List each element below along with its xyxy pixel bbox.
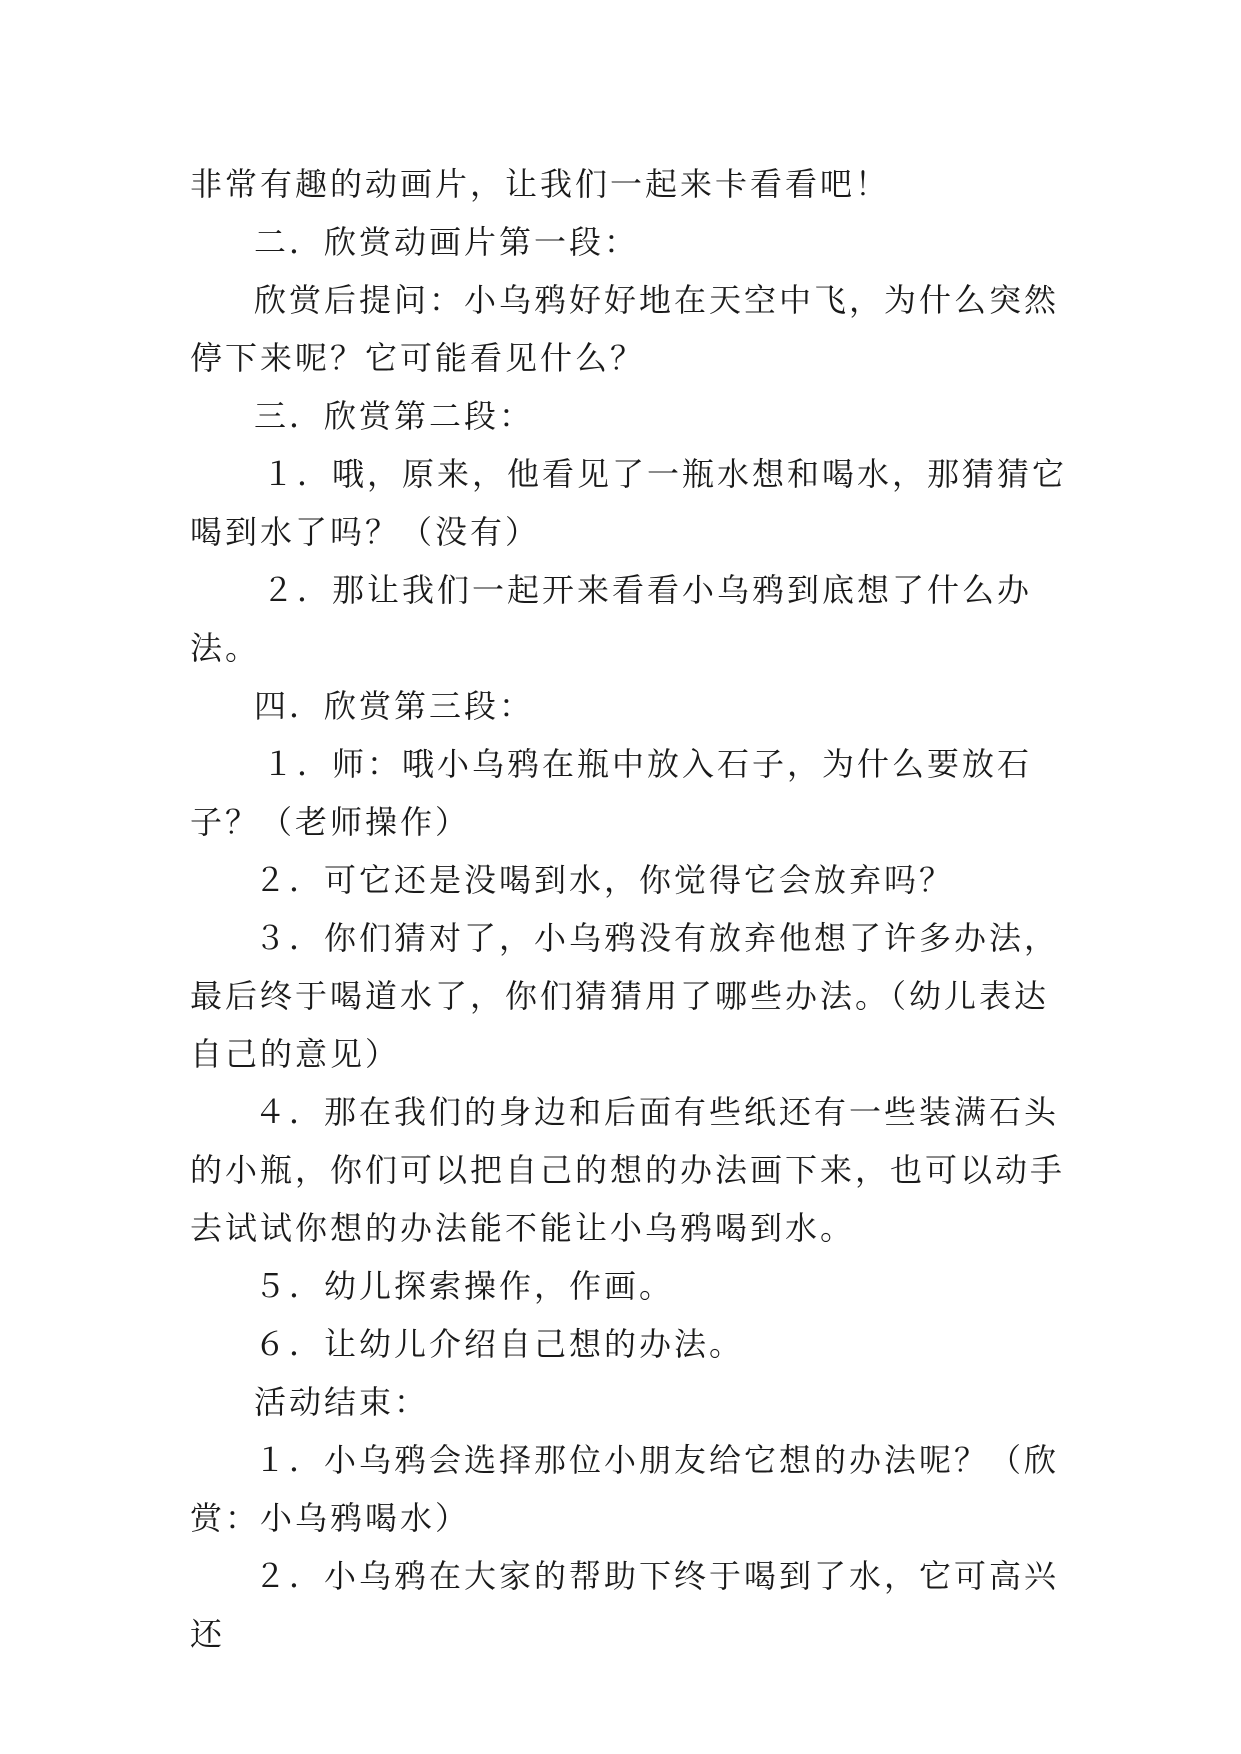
list-item: ３．你们猜对了，小乌鸦没有放弃他想了许多办法，最后终于喝道水了，你们猜猜用了哪些办法。（幼儿表达自己的意见）: [190, 919, 1060, 1073]
document-body: [190, 155, 1070, 1663]
section-heading-4: 四．欣赏第三段：: [254, 687, 535, 725]
section-heading-2: 二．欣赏动画片第一段：: [254, 223, 640, 261]
list-item: ２．那让我们一起开来看看小乌鸦到底想了什么办法。: [190, 571, 1033, 667]
paragraph-question: 欣赏后提问：小乌鸦好好地在天空中飞，为什么突然停下来呢？它可能看见什么？: [190, 281, 1060, 377]
list-item: １．师：哦小乌鸦在瓶中放入石子，为什么要放石子？（老师操作）: [190, 745, 1033, 841]
section-heading-3: 三．欣赏第二段：: [254, 397, 535, 435]
list-item: ２．小乌鸦在大家的帮助下终于喝到了水，它可高兴还: [190, 1557, 1060, 1653]
section-heading-end: 活动结束：: [254, 1383, 430, 1421]
list-item: １．小乌鸦会选择那位小朋友给它想的办法呢？（欣赏：小乌鸦喝水）: [190, 1441, 1060, 1537]
list-item: ２．可它还是没喝到水，你觉得它会放弃吗？: [254, 861, 955, 899]
list-item: １．哦，原来，他看见了一瓶水想和喝水，那猜猜它喝到水了吗？（没有）: [190, 455, 1068, 551]
list-item: ６．让幼儿介绍自己想的办法。: [254, 1325, 745, 1363]
paragraph-intro: 非常有趣的动画片，让我们一起来卡看看吧！: [190, 165, 891, 203]
list-item: ４．那在我们的身边和后面有些纸还有一些装满石头的小瓶，你们可以把自己的想的办法画下来，也可以动手去试试你想的办法能不能让小乌鸦喝到水。: [190, 1093, 1066, 1247]
list-item: ５．幼儿探索操作，作画。: [254, 1267, 675, 1305]
